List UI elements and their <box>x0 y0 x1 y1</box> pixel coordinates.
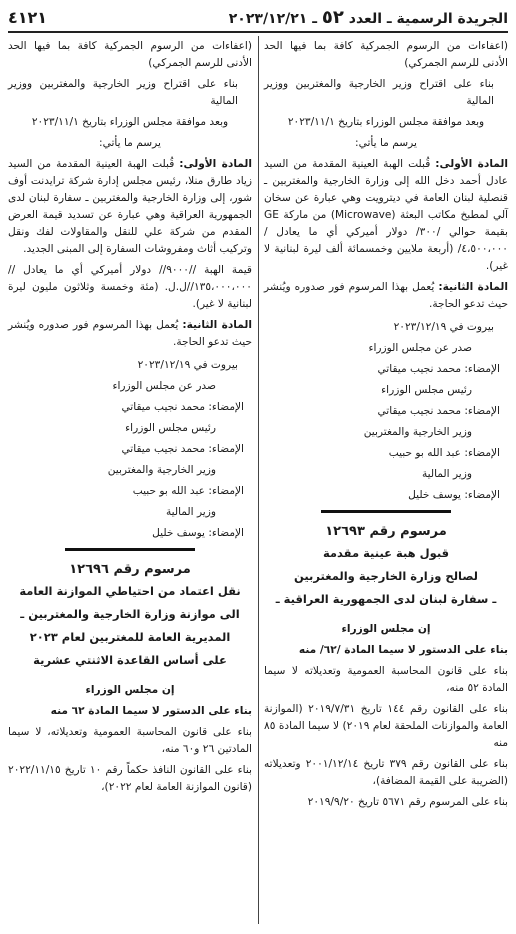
article-2 <box>264 279 508 313</box>
paragraph: (اعفاءات من الرسوم الجمركية كافة بما فيها الحد الأدنى للرسم الجمركي) <box>8 40 252 69</box>
paragraph: وبعد موافقة مجلس الوزراء بتاريخ ٢٠٢٣/١١/١ <box>287 116 485 128</box>
article-2 <box>8 317 252 351</box>
column-divider <box>258 36 259 924</box>
article-text: يُعمل بهذا المرسوم فور صدوره ويُنشر حيث تدعو الحاجة. <box>264 281 508 310</box>
place-date: بيروت في ٢٠٢٣/١٢/١٩ <box>393 321 494 333</box>
place-date: بيروت في ٢٠٢٣/١٢/١٩ <box>137 359 238 371</box>
paragraph: يرسم ما يأتي: <box>355 137 417 149</box>
signature: الإمضاء: محمد نجيب ميقاتي <box>121 401 244 413</box>
header-rule <box>8 31 508 33</box>
article-1 <box>8 156 252 258</box>
decree-heading: الى موازنة وزارة الخارجية والمغتربين ـ <box>20 607 240 621</box>
recital: بناء على القانون رقم ١٤٤ تاريخ ٢٠١٩/٧/٣١ (الموازنة العامة والموازنات الملحقة لعام ٢٠١٩) لا سيما المادة ٨٥ منه <box>264 703 508 749</box>
decree-number: مرسوم رقم ١٢٦٩٦ <box>69 562 191 577</box>
pm-title: رئيس مجلس الوزراء <box>125 422 216 434</box>
gazette-name: الجريدة الرسمية ـ العدد <box>348 10 508 27</box>
right-column <box>264 38 508 815</box>
decree-heading: على أساس القاعدة الاثنتي عشرية <box>33 653 227 667</box>
cabinet-heading: إن مجلس الوزراء <box>341 623 431 635</box>
decree-heading: قبول هبة عينية مقدمة <box>322 546 450 560</box>
decree-heading: لصالح وزارة الخارجية والمغتربين <box>294 569 478 583</box>
recital: بناء على القانون رقم ٣٧٩ تاريخ ٢٠٠١/١٢/١٤ وتعديلاته (الضريبة على القيمة المضافة)، <box>264 758 508 787</box>
recital: بناء على الدستور لا سيما المادة /٦٢/ منه <box>298 644 508 656</box>
article-text: يُعمل بهذا المرسوم فور صدوره ويُنشر حيث تدعو الحاجة. <box>8 319 252 348</box>
page-header <box>8 4 508 30</box>
issued-by: صدر عن مجلس الوزراء <box>112 380 216 392</box>
decree-heading: نقل اعتماد من احتياطي الموازنة العامة <box>19 584 241 598</box>
pm-title: رئيس مجلس الوزراء <box>381 384 472 396</box>
minister-title: وزير الخارجية والمغتربين <box>363 426 472 438</box>
paragraph: بناء على اقتراح وزير الخارجية والمغتربين ووزير المالية <box>8 78 238 107</box>
article-1 <box>264 156 508 275</box>
article-label: المادة الثانية: <box>438 281 508 293</box>
decree-heading: ـ سفارة لبنان لدى الجمهورية العراقية ـ <box>275 592 497 606</box>
minister-title: وزير الخارجية والمغتربين <box>107 464 216 476</box>
minister-title: وزير المالية <box>165 506 216 518</box>
paragraph: بناء على اقتراح وزير الخارجية والمغتربين ووزير المالية <box>264 78 494 107</box>
issue-number: ٥٢ <box>321 6 344 28</box>
recital: بناء على المرسوم رقم ٥٦٧١ تاريخ ٢٠١٩/٩/٢٠ <box>307 796 508 808</box>
article-label: المادة الأولى: <box>435 158 509 170</box>
signature: الإمضاء: محمد نجيب ميقاتي <box>121 443 244 455</box>
paragraph: يرسم ما يأتي: <box>99 137 161 149</box>
decree-number: مرسوم رقم ١٢٦٩٣ <box>325 524 447 539</box>
signature: الإمضاء: محمد نجيب ميقاتي <box>377 363 500 375</box>
paragraph: (اعفاءات من الرسوم الجمركية كافة بما فيها الحد الأدنى للرسم الجمركي) <box>264 40 508 69</box>
recital: بناء على قانون المحاسبة العمومية وتعديلاته لا سيما المادة ٥٢ منه، <box>264 665 508 694</box>
recital: بناء على القانون النافذ حكماً رقم ١٠ تاريخ ٢٠٢٢/١١/١٥ (قانون الموازنة العامة لعام ٢٠٢٢)، <box>8 764 252 793</box>
section-rule <box>65 548 195 551</box>
recital: بناء على الدستور لا سيما المادة ٦٢ منه <box>50 705 252 717</box>
gift-value: قيمة الهبة //٩٠٠٠// دولار أميركي أي ما يعادل //١٣٥،٠٠٠،٠٠٠//ل.ل. (مئة وخمسة وثلاثون مليون ليرة لبنانية لا غير). <box>8 264 252 310</box>
signature: الإمضاء: عبد الله بو حبيب <box>132 485 244 497</box>
signature: الإمضاء: يوسف خليل <box>152 527 244 539</box>
issued-by: صدر عن مجلس الوزراء <box>368 342 472 354</box>
decree-heading: المديرية العامة للمغتربين لعام ٢٠٢٣ <box>29 630 231 644</box>
signature: الإمضاء: محمد نجيب ميقاتي <box>377 405 500 417</box>
issue-date: ـ ٢٠٢٣/١٢/٢١ <box>228 10 318 27</box>
paragraph: وبعد موافقة مجلس الوزراء بتاريخ ٢٠٢٣/١١/١ <box>31 116 229 128</box>
cabinet-heading: إن مجلس الوزراء <box>85 684 175 696</box>
signature: الإمضاء: يوسف خليل <box>408 489 500 501</box>
article-text: قُبلت الهبة العينية المقدمة من السيد زياد طارق منلا، رئيس مجلس إدارة شركة ترايدنت أوف شور، إلى وزارة الخارجية والمغتربين ـ سفارة لبنان لدى الجمهورية العراقية وهي عبارة عن تسديد قيمة العرض المقدم من شركة علي للنقل والمقاولات لفك ونقل وتركيب أثاث ومفروشات السفارة إلى المبنى الجديد. <box>8 158 252 255</box>
article-label: المادة الأولى: <box>179 158 253 170</box>
article-label: المادة الثانية: <box>182 319 252 331</box>
section-rule <box>321 510 451 513</box>
article-text: قُبلت الهبة العينية المقدمة من السيد عادل أحمد دخل الله إلى وزارة الخارجية والمغتربين ـ قنصلية لبنان العامة في ديترويت وهي عبارة عن سخان آلي لمطبخ مكاتب البعثة (Microwave) من ماركة GE بقيمة حوالي /٣٠٠/ دولار أميركي أي ما يعادل /٤،٥٠٠،٠٠٠/ (أربعة ملايين وخمسمائة ألف ليرة لبنانية لا غير). <box>264 158 508 272</box>
minister-title: وزير المالية <box>421 468 472 480</box>
recital: بناء على قانون المحاسبة العمومية وتعديلاته، لا سيما المادتين ٢٦ و٦٠ منه، <box>8 726 252 755</box>
signature: الإمضاء: عبد الله بو حبيب <box>388 447 500 459</box>
page-number: ٤١٢١ <box>8 7 48 27</box>
left-column <box>8 38 252 800</box>
gazette-title <box>229 7 508 28</box>
